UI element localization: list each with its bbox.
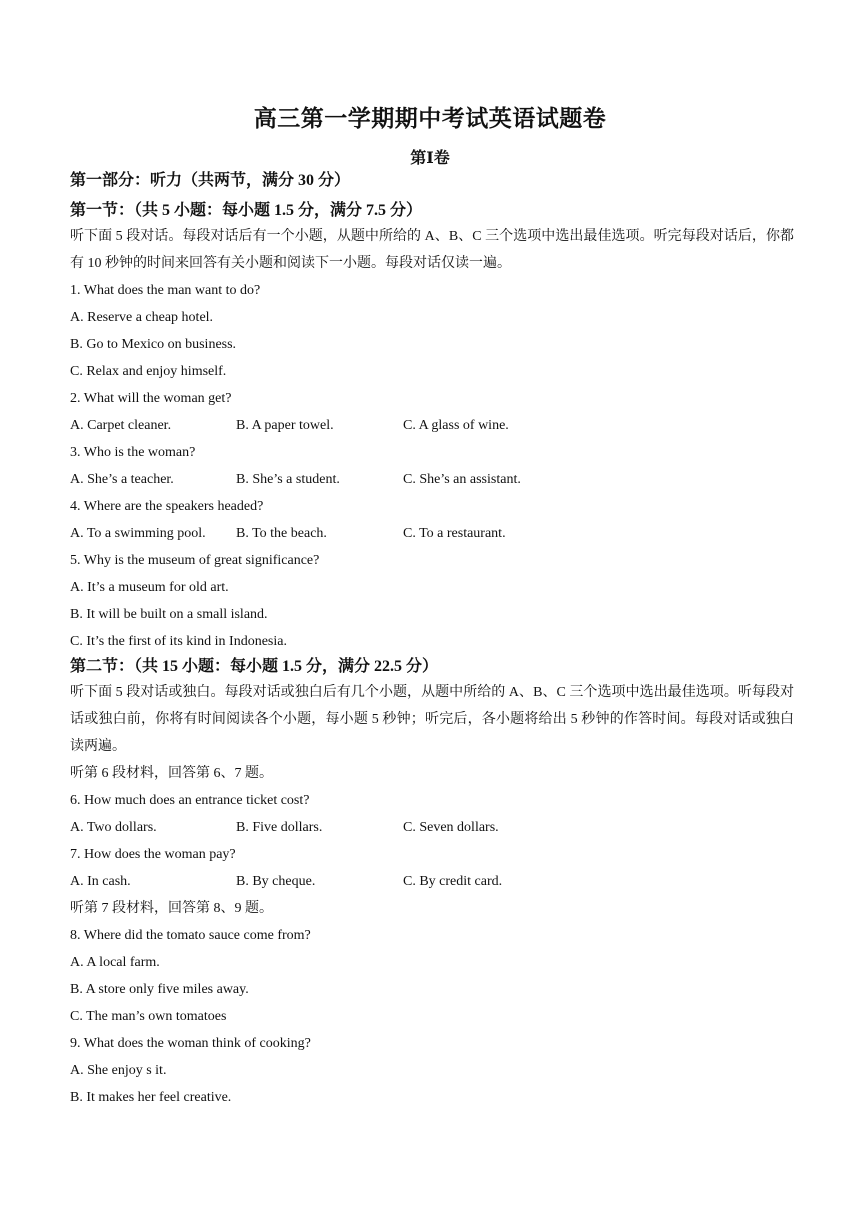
q2-option-b: B. A paper towel.: [236, 418, 334, 433]
part1-heading: 第一部分：听力（共两节，满分 30 分）: [70, 172, 351, 189]
q8-option-a: A. A local farm.: [70, 955, 160, 970]
q3-option-c: C. She’s an assistant.: [403, 472, 521, 487]
q7-question: 7. How does the woman pay?: [70, 847, 236, 862]
material7-note: 听第 7 段材料，回答第 8、9 题。: [70, 901, 273, 916]
q7-option-b: B. By cheque.: [236, 874, 316, 889]
q2-option-c: C. A glass of wine.: [403, 418, 509, 433]
exam-content: [70, 169, 794, 1111]
q5-question: 5. Why is the museum of great significance?: [70, 553, 320, 568]
q5-option-b: B. It will be built on a small island.: [70, 607, 268, 622]
q2-option-a: A. Carpet cleaner.: [70, 418, 172, 433]
q2-options: [70, 412, 794, 439]
q8-question: 8. Where did the tomato sauce come from?: [70, 928, 311, 943]
q8-option-b: B. A store only five miles away.: [70, 982, 249, 997]
section2-heading: 第二节：（共 15 小题：每小题 1.5 分，满分 22.5 分）: [70, 658, 439, 675]
q9-option-b: B. It makes her feel creative.: [70, 1090, 232, 1105]
q6-option-b: B. Five dollars.: [236, 820, 323, 835]
q2-question: 2. What will the woman get?: [70, 391, 232, 406]
volume-title: 第Ⅰ卷: [410, 150, 450, 167]
q6-question: 6. How much does an entrance ticket cost?: [70, 793, 310, 808]
q7-option-c: C. By credit card.: [403, 874, 503, 889]
q6-options: [70, 814, 794, 841]
q3-question: 3. Who is the woman?: [70, 445, 196, 460]
q4-options: [70, 520, 794, 547]
q1-option-a: A. Reserve a cheap hotel.: [70, 310, 214, 325]
q4-option-a: A. To a swimming pool.: [70, 526, 206, 541]
q1-option-c: C. Relax and enjoy himself.: [70, 364, 227, 379]
q9-option-a: A. She enjoy s it.: [70, 1063, 167, 1078]
q1-question: 1. What does the man want to do?: [70, 283, 261, 298]
q3-option-b: B. She’s a student.: [236, 472, 340, 487]
q6-option-c: C. Seven dollars.: [403, 820, 499, 835]
q7-option-a: A. In cash.: [70, 874, 131, 889]
q4-question: 4. Where are the speakers headed?: [70, 499, 264, 514]
material6-note: 听第 6 段材料，回答第 6、7 题。: [70, 766, 273, 781]
q6-option-a: A. Two dollars.: [70, 820, 157, 835]
section1-instructions: 听下面 5 段对话。每段对话后有一个小题，从题中所给的 A、B、C 三个选项中选出最佳选项。听完每段对话后，你都有 10 秒钟的时间来回答有关小题和阅读下一小题。每段对话仅读一遍。: [70, 229, 794, 271]
q1-option-b: B. Go to Mexico on business.: [70, 337, 237, 352]
q4-option-b: B. To the beach.: [236, 526, 327, 541]
q3-option-a: A. She’s a teacher.: [70, 472, 174, 487]
exam-title: 高三第一学期期中考试英语试题卷: [253, 106, 607, 131]
section2-instructions: 听下面 5 段对话或独白。每段对话或独白后有几个小题，从题中所给的 A、B、C 三个选项中选出最佳选项。听每段对话或独白前，你将有时间阅读各个小题，每小题 5 秒钟；听完后，各小题将给出 5 秒钟的作答时间。每段对话或独白读两遍。: [70, 685, 794, 754]
q7-options: [70, 868, 794, 895]
q3-options: [70, 466, 794, 493]
q5-option-a: A. It’s a museum for old art.: [70, 580, 229, 595]
q4-option-c: C. To a restaurant.: [403, 526, 506, 541]
q8-option-c: C. The man’s own tomatoes: [70, 1009, 227, 1024]
q5-option-c: C. It’s the first of its kind in Indonesia.: [70, 634, 287, 649]
section1-heading: 第一节：（共 5 小题：每小题 1.5 分，满分 7.5 分）: [70, 202, 423, 219]
q9-question: 9. What does the woman think of cooking?: [70, 1036, 311, 1051]
